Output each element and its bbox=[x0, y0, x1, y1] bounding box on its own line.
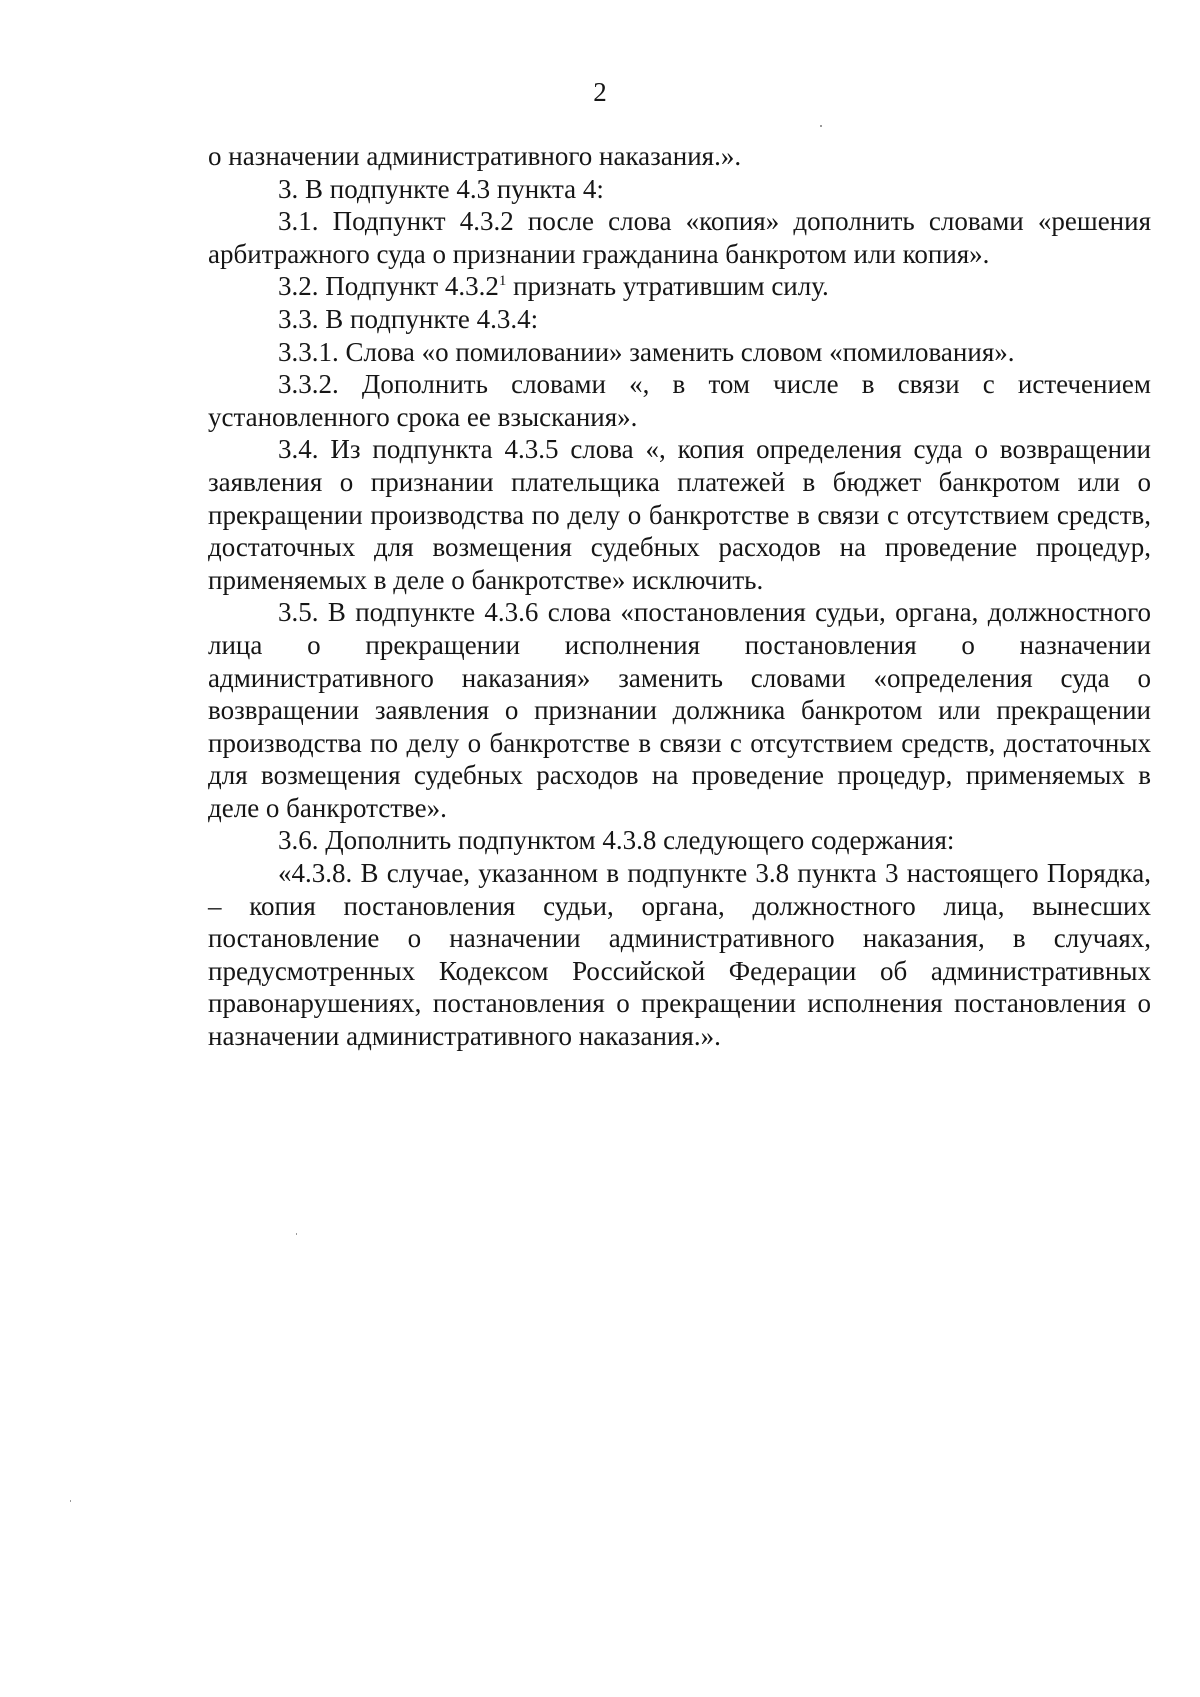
paragraph-item-3-2-text-end: признать утратившим силу. bbox=[506, 271, 829, 302]
superscript-mark: 1 bbox=[498, 273, 507, 290]
paragraph-item-3-5: 3.5. В подпункте 4.3.6 слова «постановления судьи, органа, должностного лица о прекращении исполнения постановления о назначении административного наказания» заменить словами «определения суда о возвращении заявления о признании должника банкротом или прекращении производства по делу о банкротстве в связи с отсутствием средств, достаточных для возмещения судебных расходов на проведение процедур, применяемых в деле о банкротстве». bbox=[208, 597, 1151, 823]
paragraph-item-3-3-2: 3.3.2. Дополнить словами «, в том числе в связи с истечением установленного срока ее взыскания». bbox=[208, 369, 1151, 432]
paragraph-item-3-3: 3.3. В подпункте 4.3.4: bbox=[278, 303, 539, 334]
paragraph-item-4-3-8-quote: «4.3.8. В случае, указанном в подпункте 3.8 пункта 3 настоящего Порядка, – копия постановления судьи, органа, должностного лица, вынесших постановление о назначении административного наказания, в случаях, предусмотренных Кодексом Российской Федерации об административных правонарушениях, постановления о прекращении исполнения постановления о назначении административного наказания.». bbox=[208, 858, 1151, 1052]
scan-speck bbox=[70, 1500, 71, 1502]
paragraph-item-3-2-text-start: 3.2. Подпункт 4.3.2 bbox=[278, 271, 499, 302]
scan-speck bbox=[820, 125, 822, 127]
paragraph-item-3-3-1: 3.3.1. Слова «о помиловании» заменить словом «помилования». bbox=[278, 336, 1015, 367]
paragraph-item-3-2 bbox=[208, 270, 1151, 303]
scan-speck bbox=[296, 1233, 297, 1235]
paragraph-item-3: 3. В подпункте 4.3 пункта 4: bbox=[278, 173, 604, 204]
paragraph-continuation: о назначении административного наказания.». bbox=[208, 141, 742, 171]
page-number: 2 bbox=[593, 77, 607, 107]
document-body bbox=[208, 140, 1151, 1053]
paragraph-item-3-6: 3.6. Дополнить подпунктом 4.3.8 следующего содержания: bbox=[278, 825, 955, 856]
paragraph-item-3-1: 3.1. Подпункт 4.3.2 после слова «копия» дополнить словами «решения арбитражного суда о признании гражданина банкротом или копия». bbox=[208, 206, 1151, 269]
paragraph-item-3-4: 3.4. Из подпункта 4.3.5 слова «, копия определения суда о возвращении заявления о признании плательщика платежей в бюджет банкротом или о прекращении производства по делу о банкротстве в связи с отсутствием средств, достаточных для возмещения судебных расходов на проведение процедур, применяемых в деле о банкротстве» исключить. bbox=[208, 434, 1151, 595]
